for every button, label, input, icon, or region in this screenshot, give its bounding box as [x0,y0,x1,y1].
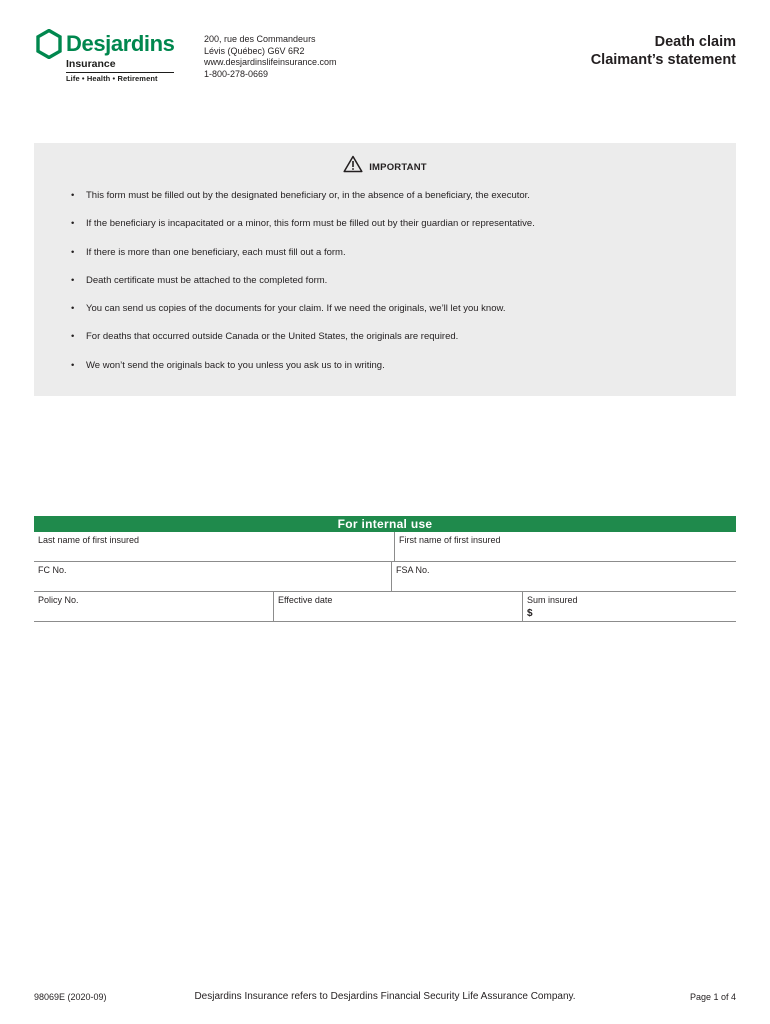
sum-insured-label: Sum insured [527,595,578,605]
address-phone: 1-800-278-0669 [204,68,269,79]
address-city: Lévis (Québec) G6V 6R2 [204,45,305,56]
important-title: IMPORTANT [369,162,427,173]
internal-use-section [34,516,736,622]
list-item: • If there is more than one beneficiary, each must fill out a form. [68,247,535,275]
form-code: 98069E (2020-09) [34,992,107,1002]
policy-number-field[interactable] [34,592,273,621]
important-notice [34,143,736,396]
fc-fsa-row [34,562,736,592]
hexagon-logo-icon [36,29,62,59]
internal-use-heading: For internal use [34,516,736,532]
first-name-field[interactable] [394,532,736,561]
list-item: • Death certificate must be attached to the completed form. [68,275,535,303]
company-address [204,34,337,80]
logo-subtitle: Insurance [66,58,116,70]
fsa-number-field[interactable] [391,562,736,591]
list-item: • This form must be filled out by the designated beneficiary or, in the absence of a beneficiary, the executor. [68,190,535,218]
fsa-number-label: FSA No. [396,565,430,575]
desjardins-logo [36,28,186,86]
list-item: • If the beneficiary is incapacitated or a minor, this form must be filled out by their guardian or representative. [68,218,535,246]
list-item: • You can send us copies of the documents for your claim. If we need the originals, we’ll let you know. [68,303,535,331]
first-name-label: First name of first insured [399,535,501,545]
fc-number-label: FC No. [38,565,67,575]
form-title [591,34,736,69]
form-title-line2: Claimant’s statement [590,51,736,68]
policy-number-label: Policy No. [38,595,79,605]
warning-triangle-icon [343,155,363,173]
effective-date-field[interactable] [273,592,523,621]
sum-insured-currency: $ [527,608,533,619]
logo-brand: Desjardins [66,31,175,56]
address-street: 200, rue des Commandeurs [204,34,316,44]
footer-note: Desjardins Insurance refers to Desjardins Financial Security Life Assurance Company. [194,991,576,1002]
fc-number-field[interactable] [34,562,391,591]
policy-row [34,592,736,622]
logo-divider [66,72,174,73]
page-number: Page 1 of 4 [689,992,736,1002]
sum-insured-field[interactable] [522,592,736,621]
last-name-field[interactable] [34,532,394,561]
effective-date-label: Effective date [278,595,333,605]
last-name-label: Last name of first insured [38,535,140,545]
form-title-line1: Death claim [654,34,736,50]
list-item: • For deaths that occurred outside Canada or the United States, the originals are required. [68,331,535,359]
list-item: • We won’t send the originals back to you unless you ask us to in writing. [68,360,535,388]
important-heading [34,155,736,175]
insured-name-row [34,532,736,562]
logo-tagline: Life • Health • Retirement [66,74,158,83]
address-website: www.desjardinslifeinsurance.com [204,57,337,68]
important-list [68,190,535,388]
